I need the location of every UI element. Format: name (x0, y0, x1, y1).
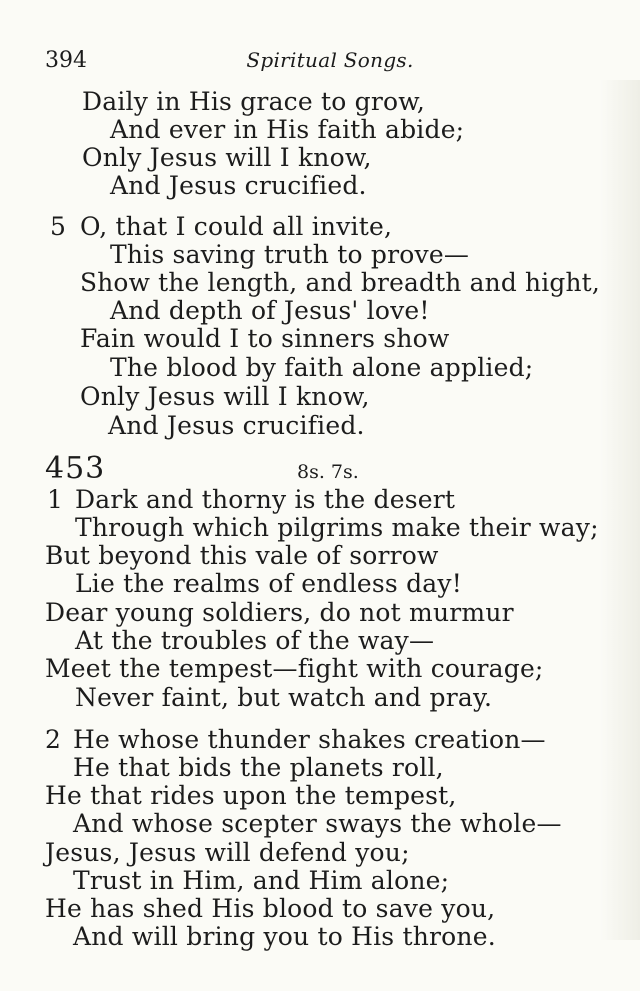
verse-line: He has shed His blood to save you, (45, 894, 496, 923)
verse-line: Jesus, Jesus will defend you; (45, 838, 410, 867)
verse-line: Only Jesus will I know, (82, 143, 372, 172)
hymn-meter: 8s. 7s. (297, 461, 359, 483)
facing-page-bleed (600, 80, 640, 940)
verse-line: Only Jesus will I know, (80, 382, 370, 411)
verse-line: This saving truth to prove— (110, 240, 470, 269)
stanza-number: 5 (50, 212, 66, 241)
verse-line: But beyond this vale of sorrow (45, 541, 439, 570)
verse-line: He that bids the planets roll, (73, 753, 444, 782)
verse-line: Dear young soldiers, do not murmur (45, 598, 514, 627)
verse-line: And will bring you to His throne. (73, 922, 496, 951)
stanza-number: 1 (47, 485, 63, 514)
verse-line: Dark and thorny is the desert (75, 485, 456, 514)
verse-line: He whose thunder shakes creation— (73, 725, 546, 754)
verse-line: At the troubles of the way— (75, 626, 435, 655)
verse-line: Never faint, but watch and pray. (75, 683, 493, 712)
verse-line: The blood by faith alone applied; (110, 353, 534, 382)
verse-line: He that rides upon the tempest, (45, 781, 457, 810)
verse-line: O, that I could all invite, (80, 212, 393, 241)
running-title: Spiritual Songs. (246, 48, 414, 72)
verse-line: Show the length, and breadth and hight, (80, 268, 600, 297)
page-number: 394 (45, 48, 87, 73)
verse-line: Daily in His grace to grow, (82, 87, 426, 116)
verse-line: Meet the tempest—fight with courage; (45, 654, 544, 683)
verse-line: Through which pilgrims make their way; (75, 513, 599, 542)
verse-line: And Jesus crucified. (108, 411, 365, 440)
verse-line: And depth of Jesus' love! (110, 296, 430, 325)
verse-line: And Jesus crucified. (110, 171, 367, 200)
verse-line: And ever in His faith abide; (110, 115, 465, 144)
verse-line: Lie the realms of endless day! (75, 569, 462, 598)
verse-line: And whose scepter sways the whole— (73, 809, 562, 838)
verse-line: Trust in Him, and Him alone; (73, 866, 450, 895)
verse-line: Fain would I to sinners show (80, 324, 450, 353)
stanza-number: 2 (45, 725, 61, 754)
hymn-number: 453 (45, 451, 106, 486)
